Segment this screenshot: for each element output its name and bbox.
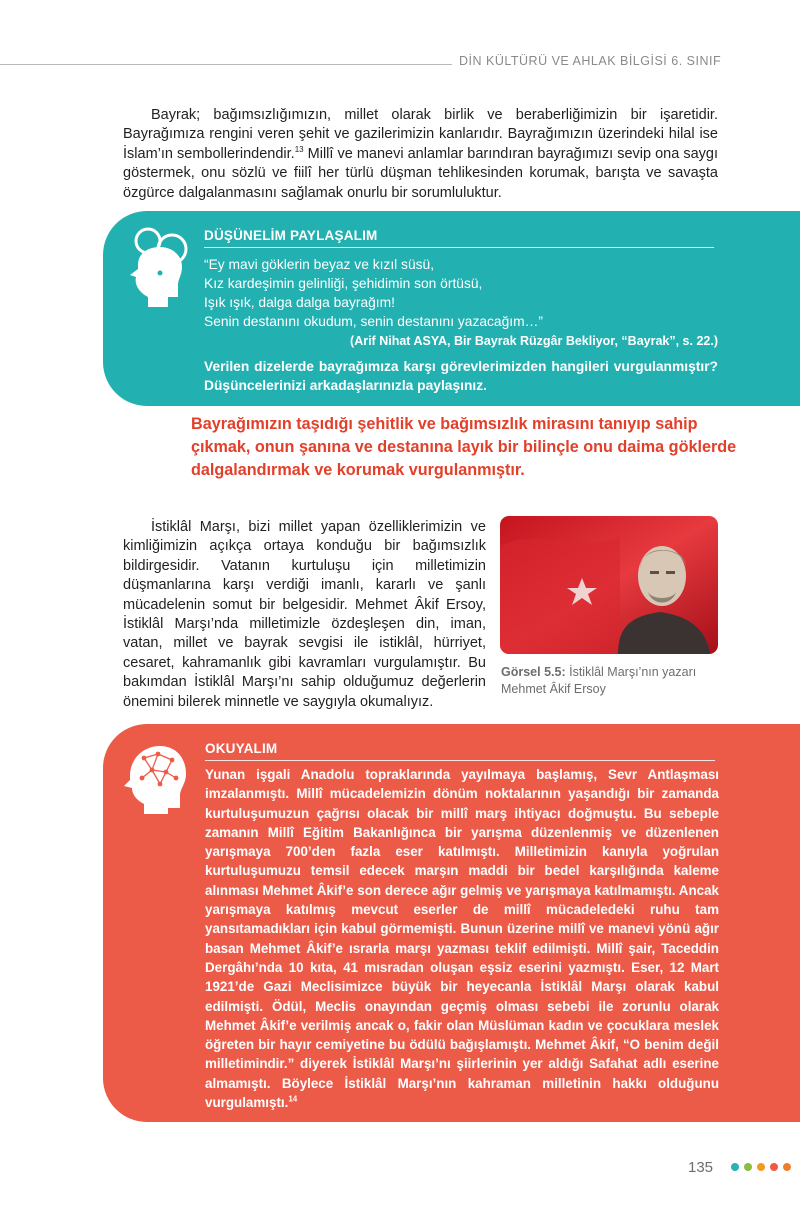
istiklal-text: İstiklâl Marşı, bizi millet yapan özelliklerimizin ve kimliğimizin açıkça ortaya konduğu bir bağımsızlık bildirgesidir. Vatanın kurtuluşu için milletimizin düşmanlarına karşı verdiği imanlı, kararlı ve şanlı mücadelenin somut bir belgesidir. Mehmet Âkif Ersoy, İstiklâl Marşı’nda milletimizle özdeşleşen din, iman, vatan, millet ve bayrak sevgisi ile istiklâl, hürriyet, cesaret, kahramanlık gibi kavramları vurgulamıştır. Bu bakımdan İstiklâl Marşı’nı sahip olduğumuz değerlerin önemini bilerek minnetle ve saygıyla okumalıyız.: [123, 519, 486, 710]
reading-body: Yunan işgali Anadolu topraklarında yayılmaya başlamış, Sevr Antlaşması imzalanmıştı. Millî mücadelemizin dönüm noktalarının yaşandığı bir zamanda kurtuluşumuzun çağrısı olacak bir millî marş ihtiyacı doğmuştu. Bu sebeple zamanın Millî Eğitim Bakanlığınca bir yarışma düzenlenmiş ve düzenlenen yarışmaya 700’den fazla eser katılmıştı. Milletimizin kanıyla yoğrulan kurtuluşumuzu temsil edecek marşın maddi bir bedel karşılığında kaleme alınması Mehmet Âkif’e son derece ağır gelmiş ve yarışmaya katılmamıştı. Ancak yarışmaya katılmış mevcut eserler de millî mücadeledeki ruhu tam yansıtamadıkları için kabul görmemişti. Bunun üzerine millî ve manevi yönü ağır basan Mehmet Âkif’e ısrarla marşı yazması teklif edilmişti. Millî şair, Taceddin Dergâhı’nda 10 kıta, 41 mısradan oluşan eşsiz eserini yazmıştı. Eser, 12 Mart 1921’de Gazi Meclisimizce büyük bir heyecanla İstiklâl Marşı olarak kabul edilmişti. Ödül, Meclis onayından geçmiş olması sebebi ile zorunlu olarak Mehmet Âkif’e verilmiş ancak o, fakir olan Müslüman kadın ve çocuklara meslek öğreten bir hayır cemiyetine bu ödülü bağışlamıştı. Mehmet Âkif, “O benim değil milletimindir.” diyerek İstiklâl Marşı’nı şiirlerinin yer aldığı Safahat adlı eserine almamıştı. Böylece İstiklâl Marşı’nın kahraman milletinin hakkı olduğunu vurgulamıştı.: [205, 767, 719, 1111]
poem-line-4: Senin destanını okudum, senin destanını yazacağım…”: [204, 314, 543, 329]
dot-2: [744, 1163, 752, 1171]
intro-paragraph: [123, 106, 718, 203]
brain-network-head-icon: [122, 742, 188, 814]
ersoy-photo: [500, 516, 718, 654]
poem-source: (Arif Nihat ASYA, Bir Bayrak Rüzgâr Bekliyor, “Bayrak”, s. 22.): [350, 334, 718, 348]
poem-line-1: “Ey mavi göklerin beyaz ve kızıl süsü,: [204, 257, 435, 272]
figure-caption: [501, 664, 711, 698]
reading-rule: [205, 760, 715, 761]
istiklal-paragraph: [123, 518, 486, 712]
footnote-ref-14: 14: [288, 1094, 298, 1104]
decorative-dots: [731, 1163, 791, 1171]
poem-line-3: Işık ışık, dalga dalga bayrağım!: [204, 295, 395, 310]
reading-title: OKUYALIM: [205, 741, 278, 756]
poem: [204, 255, 724, 331]
reading-text: [205, 765, 719, 1112]
think-share-question: Verilen dizelerde bayrağımıza karşı görevlerimizden hangileri vurgulanmıştır? Düşüncelerinizi arkadaşlarınızla paylaşınız.: [204, 359, 718, 393]
dot-1: [731, 1163, 739, 1171]
intro-text-2: Millî ve manevi anlamlar barındıran bayrağımızı sevip ona saygı göstermek, onu sözlü ve fiilî her türlü düşman tehlikesinden korumak, barışta ve savaşta özgürce dalgalanmasını sağlamak onurlu bir sorumluluktur.: [123, 145, 718, 201]
figure-label: Görsel 5.5:: [501, 665, 566, 679]
think-share-title: DÜŞÜNELİM PAYLAŞALIM: [204, 228, 378, 243]
poem-line-2: Kız kardeşimin gelinliği, şehidimin son örtüsü,: [204, 276, 483, 291]
think-share-rule: [204, 247, 714, 248]
flag-portrait-illustration: [500, 516, 718, 654]
footnote-ref-13: 13: [294, 144, 304, 154]
thinking-head-icon: [126, 225, 196, 315]
intro-text: Bayrak; bağımsızlığımızın, millet olarak birlik ve beraberliğimizin bir işaretidir. Bayrağımıza rengini veren şehit ve gazilerimizin kanlarıdır. Bayrağımızın üzerindeki hilal ise İslam’ın sembollerindendir.: [123, 107, 718, 162]
page-number: 135: [688, 1159, 714, 1176]
dot-3: [757, 1163, 765, 1171]
dot-5: [783, 1163, 791, 1171]
handwritten-answer: Bayrağımızın taşıdığı şehitlik ve bağımsızlık mirasını tanıyıp sahip çıkmak, onun şanına ve destanına layık bir bilinçle onu daima göklerde dalgalandırmak ve korumak vurgulanmıştır.: [191, 415, 737, 479]
header-rule: [0, 64, 452, 65]
dot-4: [770, 1163, 778, 1171]
book-title: DİN KÜLTÜRÜ VE AHLAK BİLGİSİ 6. SINIF: [459, 54, 722, 68]
figure-caption-text: İstiklâl Marşı’nın yazarı Mehmet Âkif Ersoy: [501, 665, 697, 696]
